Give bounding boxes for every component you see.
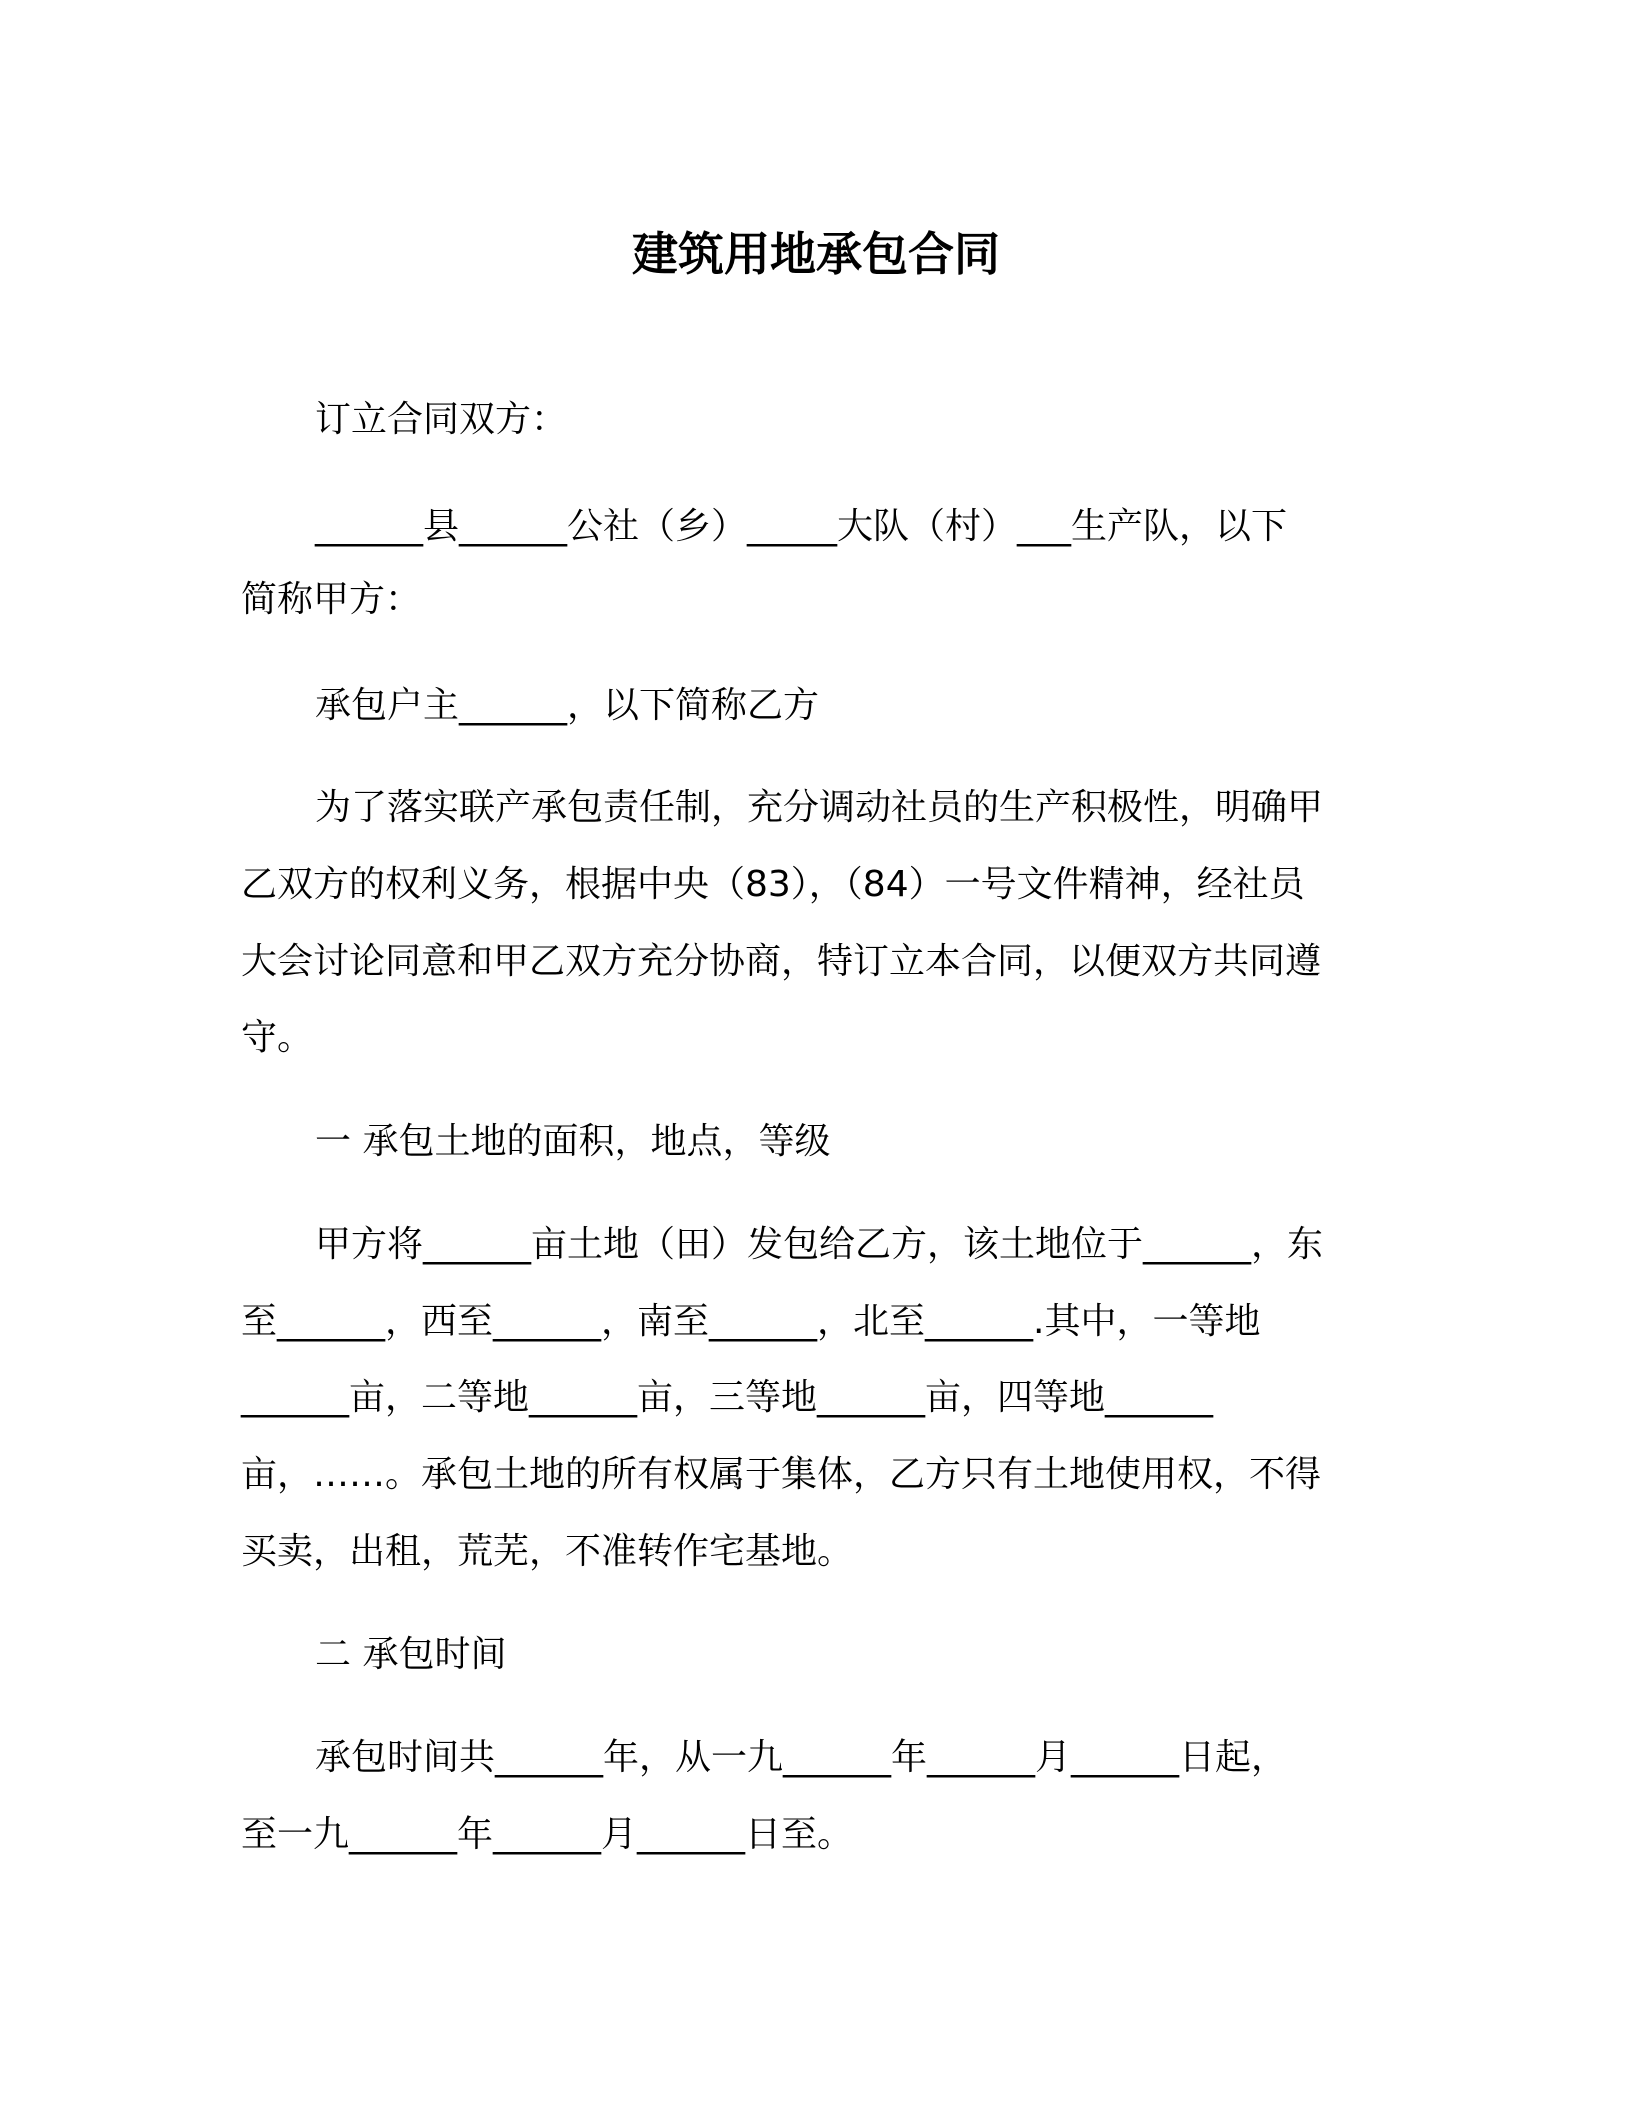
section-2-body-line: 至一九______年______月______日至。 [241, 1814, 854, 1855]
document-title: 建筑用地承包合同 [632, 227, 1000, 281]
section-1-body-line: ______亩，二等地______亩，三等地______亩，四等地______ [241, 1377, 1214, 1418]
paragraph-party-b-line: 承包户主______，以下简称乙方 [315, 685, 820, 726]
section-1-heading: 一 承包土地的面积，地点，等级 [315, 1121, 831, 1162]
paragraph-preamble-line: 乙双方的权利义务，根据中央（83），（84）一号文件精神，经社员 [241, 864, 1305, 905]
section-1-body-line: 至______，西至______，南至______，北至______.其中，一等地 [241, 1301, 1261, 1342]
paragraph-preamble-line: 守。 [241, 1017, 314, 1058]
paragraph-party-a-line: ______县______公社（乡）_____大队（村）___生产队，以下 [315, 506, 1288, 547]
paragraph-preamble-line: 为了落实联产承包责任制，充分调动社员的生产积极性，明确甲 [315, 787, 1324, 828]
section-1-body-line: 亩，……。承包土地的所有权属于集体，乙方只有土地使用权，不得 [241, 1454, 1322, 1495]
section-1-body-line: 甲方将______亩土地（田）发包给乙方，该土地位于______，东 [315, 1224, 1324, 1265]
paragraph-preamble-line: 大会讨论同意和甲乙双方充分协商，特订立本合同，以便双方共同遵 [241, 941, 1322, 982]
section-2-body-line: 承包时间共______年，从一九______年______月______日起， [315, 1737, 1288, 1778]
section-2-heading: 二 承包时间 [315, 1634, 507, 1675]
paragraph-party-a-line: 简称甲方： [241, 579, 422, 620]
paragraph-parties-heading-line: 订立合同双方： [315, 399, 568, 440]
section-1-body-line: 买卖，出租，荒芜，不准转作宅基地。 [241, 1531, 854, 1572]
